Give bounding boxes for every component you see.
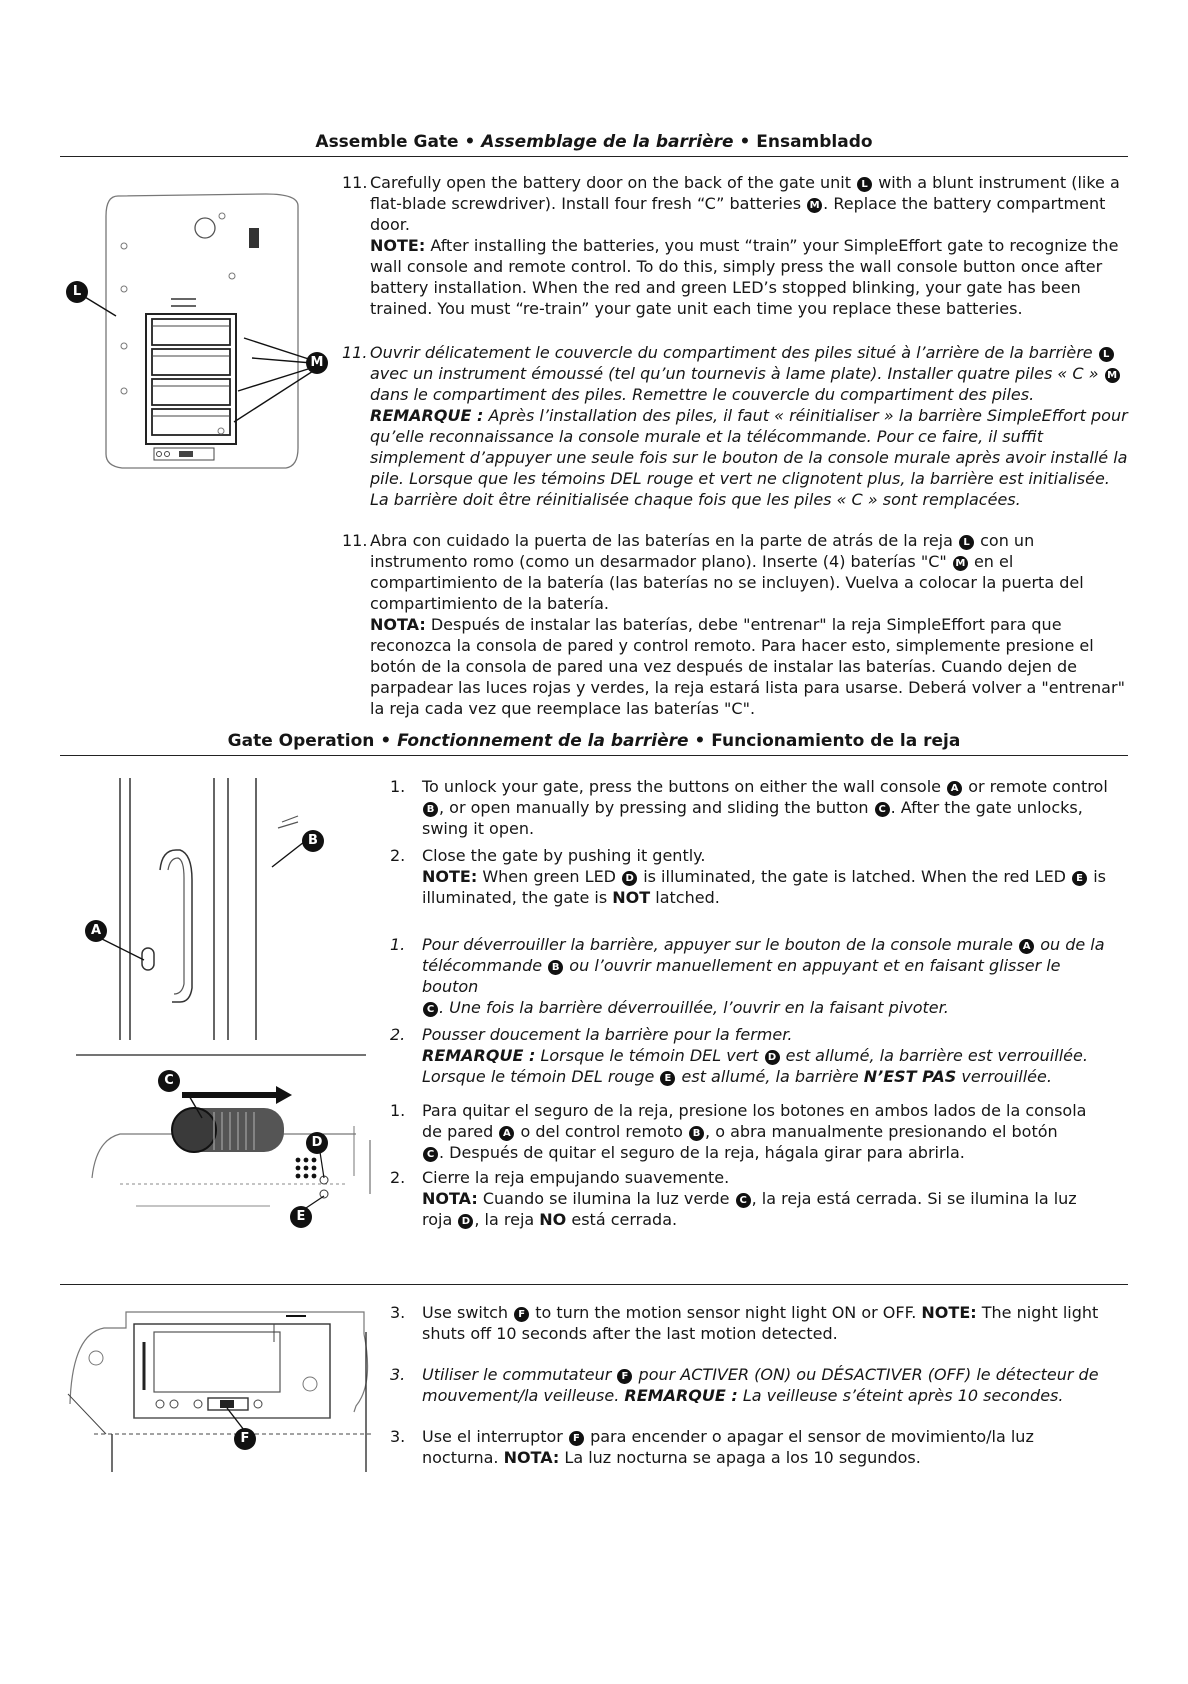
text: verrouillée. bbox=[961, 1067, 1052, 1086]
note-label: NOTA: bbox=[503, 1448, 560, 1467]
text: latched. bbox=[655, 888, 720, 907]
figure-night-light-switch bbox=[64, 1294, 384, 1474]
callout-badge-A: A bbox=[1019, 939, 1034, 954]
step-number: 2. bbox=[390, 1025, 406, 1044]
callout-B: B bbox=[302, 830, 324, 852]
callout-badge-A: A bbox=[947, 781, 962, 796]
step-number: 1. bbox=[390, 777, 406, 796]
step-2-es bbox=[390, 1167, 1110, 1230]
text: está cerrada. bbox=[571, 1210, 678, 1229]
text: or remote control bbox=[968, 777, 1108, 796]
note-label: REMARQUE : bbox=[624, 1386, 738, 1405]
heading-fr: Assemblage de la barrière bbox=[481, 132, 734, 152]
callout-badge-E: E bbox=[660, 1071, 675, 1086]
text: Utiliser le commutateur bbox=[422, 1365, 612, 1384]
callout-badge-M: M bbox=[807, 198, 822, 213]
step-number: 11. bbox=[342, 343, 368, 362]
note-text: Après l’installation des piles, il faut « réinitialiser » la barrière SimpleEffort pour qu’elle reconnaissance la console murale et la télécommande. Pour ce faire, il suffit simplement d’appuyer une seule fois sur le bouton de la console murale après avoir installé la pile. Lorsque que les témoins DEL rouge et vert ne clignotent plus, la barrière est initialisée. La barrière doit être réinitialisée chaque fois que les piles « C » sont remplacées. bbox=[370, 406, 1128, 509]
step-11-en bbox=[338, 172, 1128, 319]
callout-badge-L: L bbox=[959, 535, 974, 550]
text: Lorsque le témoin DEL vert bbox=[540, 1046, 759, 1065]
text: , la reja está cerrada. Si se ilumina la luz roja bbox=[422, 1189, 1077, 1229]
night-light-switch-drawing bbox=[64, 1294, 384, 1474]
text: is illuminated, the gate is bbox=[422, 867, 1106, 907]
heading-sep: • bbox=[458, 132, 482, 152]
callout-C: C bbox=[158, 1070, 180, 1092]
callout-badge-E: E bbox=[1072, 871, 1087, 886]
text: La luz nocturna se apaga a los 10 segundos. bbox=[564, 1448, 921, 1467]
text: Use el interruptor bbox=[422, 1427, 563, 1446]
steps-1-2-fr bbox=[390, 934, 1110, 1087]
callout-badge-D: D bbox=[765, 1050, 780, 1065]
text: The night light shuts off 10 seconds after the last motion detected. bbox=[422, 1303, 1099, 1343]
note-label: REMARQUE : bbox=[370, 406, 484, 425]
text: To unlock your gate, press the buttons on either the wall console bbox=[422, 777, 942, 796]
callout-badge-D: D bbox=[458, 1214, 473, 1229]
step-2-en bbox=[390, 845, 1110, 908]
section-heading-gate-operation bbox=[60, 731, 1128, 756]
step-number: 3. bbox=[390, 1303, 406, 1322]
text: Carefully open the battery door on the back of the gate unit bbox=[370, 173, 851, 192]
step-3-en bbox=[390, 1302, 1110, 1344]
step-number: 2. bbox=[390, 846, 406, 865]
battery-compartment-drawing bbox=[66, 186, 326, 476]
callout-badge-D: D bbox=[622, 871, 637, 886]
step-1-es bbox=[390, 1100, 1110, 1163]
callout-L: L bbox=[66, 281, 88, 303]
callout-F: F bbox=[234, 1428, 256, 1450]
callout-badge-C: C bbox=[423, 1147, 438, 1162]
text: Cuando se ilumina la luz verde bbox=[482, 1189, 730, 1208]
callout-badge-F: F bbox=[569, 1431, 584, 1446]
text: . Replace the battery compartment door. bbox=[370, 194, 1106, 234]
step-3-fr bbox=[390, 1364, 1110, 1406]
text: pour ACTIVER (ON) ou DÉSACTIVER (OFF) le détecteur de mouvement/la veilleuse. bbox=[422, 1365, 1099, 1405]
text: Para quitar el seguro de la reja, presione los botones en ambos lados de la consola de pared bbox=[422, 1101, 1087, 1141]
text: , o abra manualmente presionando el botón bbox=[705, 1122, 1058, 1141]
emphasis-not: N’EST PAS bbox=[863, 1067, 957, 1086]
emphasis-not: NOT bbox=[612, 888, 651, 907]
text: Ouvrir délicatement le couvercle du compartiment des piles situé à l’arrière de la barrière bbox=[370, 343, 1093, 362]
text: est allumé, la barrière est verrouillée. Lorsque le témoin DEL rouge bbox=[422, 1046, 1088, 1086]
text: con un instrumento romo (como un desarmador plano). Inserte (4) baterías "C" bbox=[370, 531, 1035, 571]
note-label: NOTA: bbox=[370, 615, 426, 634]
heading-en: Gate Operation bbox=[227, 731, 375, 751]
note-text: Después de instalar las baterías, debe "entrenar" la reja SimpleEffort para que reconozca la consola de pared y control remoto. Para hacer esto, simplemente presione el botón de la consola de pared una vez después de instalar las baterías. Cuando dejen de parpadear las luces rojas y verdes, la reja estará lista para usarse. Deberá volver a "entrenar" la reja cada vez que reemplace las baterías "C". bbox=[370, 615, 1125, 718]
text: , or open manually by pressing and sliding the button bbox=[439, 798, 869, 817]
emphasis-not: NO bbox=[539, 1210, 567, 1229]
figure-slide-button-leds bbox=[80, 1060, 380, 1240]
step-number: 3. bbox=[390, 1427, 406, 1446]
callout-badge-B: B bbox=[689, 1126, 704, 1141]
step-1-en bbox=[390, 776, 1110, 839]
text: La veilleuse s’éteint après 10 secondes. bbox=[742, 1386, 1064, 1405]
text: is illuminated, the gate is latched. When the red LED bbox=[643, 867, 1066, 886]
text: , la reja bbox=[474, 1210, 535, 1229]
section-heading-assemble-gate bbox=[60, 132, 1128, 157]
text: When green LED bbox=[482, 867, 616, 886]
text: Close the gate by pushing it gently. bbox=[422, 846, 706, 865]
text: . After the gate unlocks, swing it open. bbox=[422, 798, 1083, 838]
text: Pour déverrouiller la barrière, appuyer sur le bouton de la console murale bbox=[422, 935, 1013, 954]
text: avec un instrument émoussé (tel qu’un tournevis à lame plate). Installer quatre piles « C » bbox=[370, 364, 1099, 383]
callout-badge-C: C bbox=[875, 802, 890, 817]
heading-sep: • bbox=[688, 731, 712, 751]
note-text: After installing the batteries, you must “train” your SimpleEffort gate to recognize the wall console and remote control. To do this, simply press the wall console button once after battery installation. When the red and green LED’s stopped blinking, your gate has been trained. You must “re-train” your gate unit each time you replace these batteries. bbox=[370, 236, 1119, 318]
slide-button-drawing bbox=[80, 1060, 380, 1240]
callout-M: M bbox=[306, 352, 328, 374]
section-divider bbox=[60, 1284, 1128, 1285]
callout-badge-B: B bbox=[548, 960, 563, 975]
step-2-fr bbox=[390, 1024, 1110, 1087]
note-label: NOTE: bbox=[422, 867, 478, 886]
text: to turn the motion sensor night light ON or OFF. bbox=[535, 1303, 917, 1322]
note-label: NOTE: bbox=[370, 236, 426, 255]
text: Abra con cuidado la puerta de las baterías en la parte de atrás de la reja bbox=[370, 531, 953, 550]
steps-1-2-es bbox=[390, 1100, 1110, 1230]
callout-badge-M: M bbox=[1105, 368, 1120, 383]
step-number: 2. bbox=[390, 1168, 406, 1187]
callout-badge-M: M bbox=[953, 556, 968, 571]
callout-badge-A: A bbox=[499, 1126, 514, 1141]
callout-badge-L: L bbox=[857, 177, 872, 192]
callout-badge-F: F bbox=[617, 1369, 632, 1384]
step-1-fr bbox=[390, 934, 1110, 1018]
gate-handle-drawing bbox=[76, 770, 366, 1080]
step-3-es bbox=[390, 1426, 1110, 1468]
text: ou de la télécommande bbox=[422, 935, 1105, 975]
note-label: NOTE: bbox=[921, 1303, 977, 1322]
text: est allumé, la barrière bbox=[681, 1067, 859, 1086]
text: en el compartimiento de la batería (las baterías no se incluyen). Vuelva a colocar la puerta del compartimiento de la batería. bbox=[370, 552, 1084, 613]
text: para encender o apagar el sensor de movimiento/la luz nocturna. bbox=[422, 1427, 1034, 1467]
text: with a blunt instrument (like a flat-blade screwdriver). Install four fresh “C” batteries bbox=[370, 173, 1120, 213]
note-label: NOTA: bbox=[422, 1189, 478, 1208]
step-number: 11. bbox=[342, 173, 368, 192]
heading-sep: • bbox=[733, 132, 757, 152]
heading-en: Assemble Gate bbox=[315, 132, 459, 152]
callout-badge-L: L bbox=[1099, 347, 1114, 362]
note-label: REMARQUE : bbox=[422, 1046, 536, 1065]
callout-A: A bbox=[85, 920, 107, 942]
callout-badge-C: C bbox=[423, 1002, 438, 1017]
step-number: 1. bbox=[390, 1101, 406, 1120]
text: Use switch bbox=[422, 1303, 509, 1322]
heading-es: Ensamblado bbox=[756, 132, 873, 152]
text: dans le compartiment des piles. Remettre le couvercle du compartiment des piles. bbox=[370, 385, 1035, 404]
slide-direction-arrow bbox=[182, 1092, 278, 1098]
step-11-es bbox=[338, 530, 1128, 719]
text: . Une fois la barrière déverrouillée, l’ouvrir en la faisant pivoter. bbox=[439, 998, 949, 1017]
callout-badge-C: C bbox=[736, 1193, 751, 1208]
steps-1-2-en bbox=[390, 776, 1110, 908]
text: Pousser doucement la barrière pour la fermer. bbox=[422, 1025, 793, 1044]
heading-sep: • bbox=[374, 731, 398, 751]
callout-D: D bbox=[306, 1132, 328, 1154]
step-number: 11. bbox=[342, 531, 368, 550]
text: o del control remoto bbox=[520, 1122, 683, 1141]
step-number: 1. bbox=[390, 935, 406, 954]
callout-badge-F: F bbox=[514, 1307, 529, 1322]
text: Cierre la reja empujando suavemente. bbox=[422, 1168, 730, 1187]
step-11-fr bbox=[338, 342, 1128, 510]
callout-badge-B: B bbox=[423, 802, 438, 817]
text: ou l’ouvrir manuellement en appuyant et en faisant glisser le bouton bbox=[422, 956, 1061, 996]
text: . Después de quitar el seguro de la reja, hágala girar para abrirla. bbox=[439, 1143, 965, 1162]
callout-E: E bbox=[290, 1206, 312, 1228]
heading-fr: Fonctionnement de la barrière bbox=[397, 731, 689, 751]
step-number: 3. bbox=[390, 1365, 406, 1384]
figure-gate-handle bbox=[76, 770, 366, 1080]
figure-battery-compartment bbox=[66, 186, 326, 476]
heading-es: Funcionamiento de la reja bbox=[711, 731, 961, 751]
